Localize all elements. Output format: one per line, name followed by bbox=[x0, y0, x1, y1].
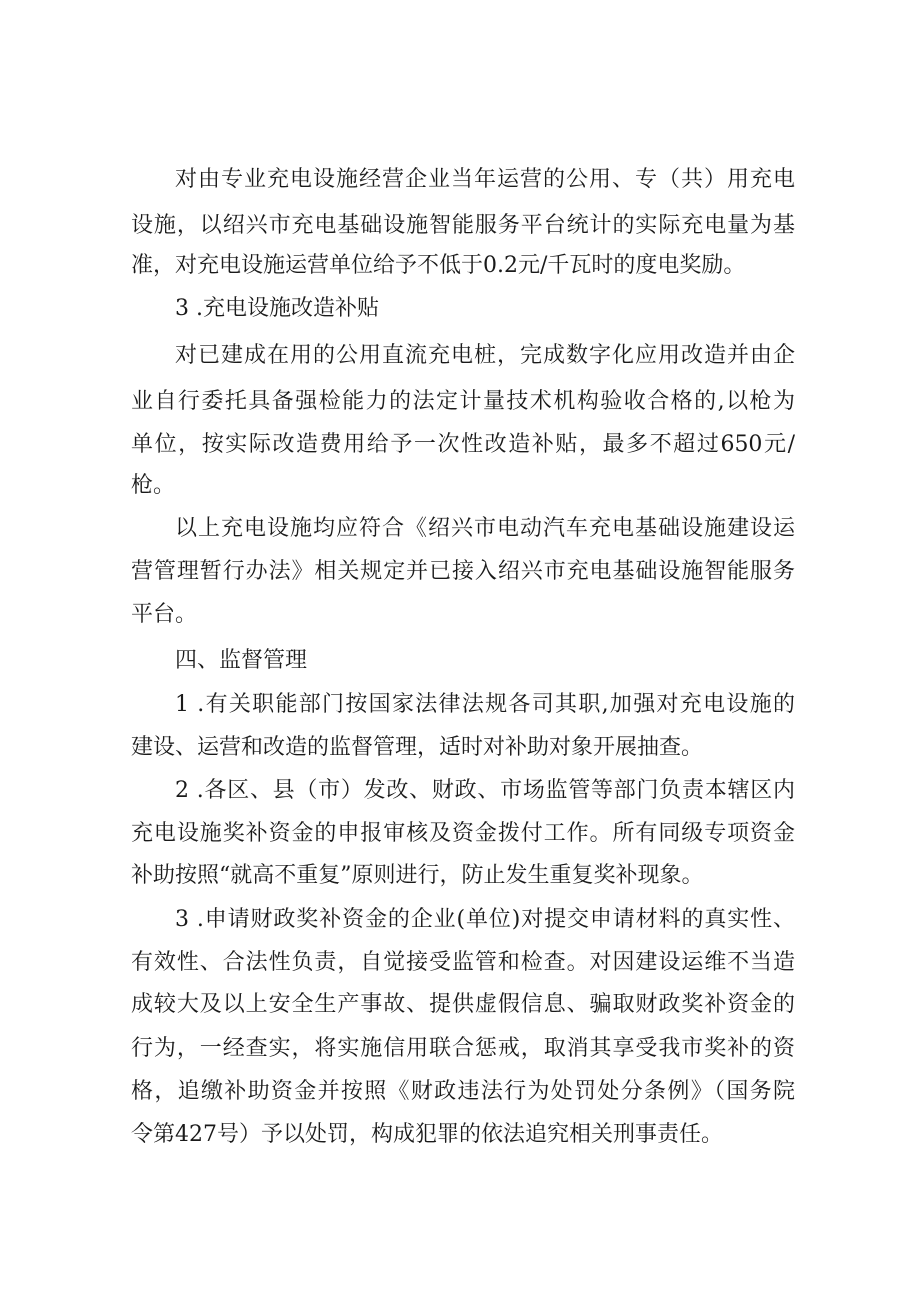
paragraph-line: 枪。 bbox=[131, 473, 176, 498]
paragraph-line: 对已建成在用的公用直流充电桩，完成数字化应用改造并由企 bbox=[175, 343, 795, 368]
section-heading: 四、监督管理 bbox=[175, 648, 308, 673]
paragraph-line: 营管理暂行办法》相关规定并已接入绍兴市充电基础设施智能服务 bbox=[131, 559, 795, 584]
paragraph-line: 以上充电设施均应符合《绍兴市电动汽车充电基础设施建设运 bbox=[175, 516, 795, 541]
paragraph-line: 有效性、合法性负责，自觉接受监管和检查。对因建设运维不当造 bbox=[131, 950, 795, 975]
paragraph-line: 平台。 bbox=[131, 602, 198, 627]
paragraph-line: 3 .申请财政奖补资金的企业(单位)对提交申请材料的真实性、 bbox=[175, 907, 795, 932]
paragraph-line: 充电设施奖补资金的申报审核及资金拨付工作。所有同级专项资金 bbox=[131, 821, 795, 846]
paragraph-line: 对由专业充电设施经营企业当年运营的公用、专（共）用充电 bbox=[175, 167, 795, 192]
paragraph-line: 建设、运营和改造的监督管理，适时对补助对象开展抽查。 bbox=[131, 735, 704, 760]
paragraph-line: 格，追缴补助资金并按照《财政违法行为处罚处分条例》（国务院 bbox=[131, 1079, 795, 1104]
paragraph-line: 单位，按实际改造费用给予一次性改造补贴，最多不超过650元/ bbox=[131, 432, 795, 457]
paragraph-line: 令第427号）予以处罚，构成犯罪的依法追究相关刑事责任。 bbox=[131, 1122, 723, 1147]
paragraph-line: 2 .各区、县（市）发改、财政、市场监管等部门负责本辖区内 bbox=[175, 778, 795, 803]
paragraph-line: 补助按照“就高不重复”原则进行，防止发生重复奖补现象。 bbox=[131, 863, 704, 888]
paragraph-line: 行为，一经查实，将实施信用联合惩戒，取消其享受我市奖补的资 bbox=[131, 1036, 795, 1061]
paragraph-line: 成较大及以上安全生产事故、提供虚假信息、骗取财政奖补资金的 bbox=[131, 992, 795, 1017]
section-subheading: 3 .充电设施改造补贴 bbox=[175, 296, 379, 321]
paragraph-line: 1 .有关职能部门按国家法律法规各司其职,加强对充电设施的 bbox=[175, 692, 795, 717]
paragraph-line: 设施，以绍兴市充电基础设施智能服务平台统计的实际充电量为基 bbox=[131, 213, 795, 238]
paragraph-line: 业自行委托具备强检能力的法定计量技术机构验收合格的,以枪为 bbox=[131, 389, 795, 414]
paragraph-line: 准，对充电设施运营单位给予不低于0.2元/千瓦时的度电奖励。 bbox=[131, 253, 746, 278]
